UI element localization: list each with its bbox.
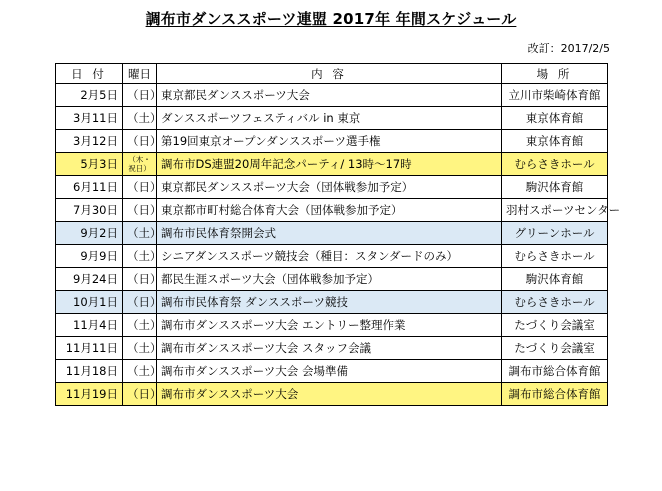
event-day-of-week: （日） [123,383,157,406]
table-row-highlighted [56,291,608,314]
event-day-of-week: （日） [123,130,157,153]
event-date: 9月24日 [56,268,123,291]
event-date: 9月9日 [56,245,123,268]
event-date: 9月2日 [56,222,123,245]
table-row [56,360,608,383]
table-row [56,337,608,360]
event-day-of-week: （土） [123,360,157,383]
event-content: 都民生涯スポーツ大会（団体戦参加予定） [157,268,502,291]
table-row [56,199,608,222]
event-place: 駒沢体育館 [502,176,608,199]
event-place: 立川市柴崎体育館 [502,84,608,107]
event-content: シニアダンススポーツ競技会（種目：スタンダードのみ） [157,245,502,268]
event-content: 東京都市町村総合体育大会（団体戦参加予定） [157,199,502,222]
event-date: 11月18日 [56,360,123,383]
table-row [56,245,608,268]
page-title: 調布市ダンススポーツ連盟 2017年 年間スケジュール [145,10,517,28]
event-content: 調布市ダンススポーツ大会 会場準備 [157,360,502,383]
event-content: 第19回東京オープンダンススポーツ選手権 [157,130,502,153]
event-date: 5月3日 [56,153,123,176]
event-day-of-week: （木・祝日） [123,153,157,176]
event-day-of-week: （日） [123,84,157,107]
event-place: たづくり会議室 [502,314,608,337]
event-day-of-week: （日） [123,176,157,199]
event-content: 東京都民ダンススポーツ大会 [157,84,502,107]
event-day-of-week: （土） [123,245,157,268]
column-header-content: 内 容 [157,64,502,84]
event-date: 6月11日 [56,176,123,199]
event-day-of-week: （土） [123,337,157,360]
event-place: むらさきホール [502,245,608,268]
event-day-of-week: （日） [123,291,157,314]
event-place: 駒沢体育館 [502,268,608,291]
event-place: 羽村スポーツセンター [502,199,608,222]
schedule-table [55,63,621,406]
event-date: 11月4日 [56,314,123,337]
event-content: 調布市ダンススポーツ大会 スタッフ会議 [157,337,502,360]
column-header-place: 場 所 [502,64,608,84]
event-day-of-week: （日） [123,268,157,291]
event-place: 東京体育館 [502,107,608,130]
event-place: むらさきホール [502,153,608,176]
table-row-highlighted [56,153,608,176]
event-day-of-week: （土） [123,107,157,130]
event-content: 調布市DS連盟20周年記念パーティ/ 13時～17時 [157,153,502,176]
event-day-of-week: （日） [123,199,157,222]
table-row [56,84,608,107]
event-place: 東京体育館 [502,130,608,153]
event-content: 調布市ダンススポーツ大会 [157,383,502,406]
event-place: グリーンホール [502,222,608,245]
event-day-of-week: （土） [123,314,157,337]
event-date: 3月11日 [56,107,123,130]
table-row [56,314,608,337]
event-place: 調布市総合体育館 [502,383,608,406]
event-place: むらさきホール [502,291,608,314]
event-content: 調布市民体育祭 ダンススポーツ競技 [157,291,502,314]
revision-date: 改訂：2017/2/5 [527,42,610,55]
event-content: 東京都民ダンススポーツ大会（団体戦参加予定） [157,176,502,199]
event-date: 3月12日 [56,130,123,153]
table-row-highlighted [56,383,608,406]
table-row [56,130,608,153]
event-date: 10月1日 [56,291,123,314]
column-header-dow: 曜日 [123,64,157,84]
event-place: たづくり会議室 [502,337,608,360]
column-header-date: 日 付 [56,64,123,84]
table-row [56,176,608,199]
event-date: 7月30日 [56,199,123,222]
event-date: 2月5日 [56,84,123,107]
event-date: 11月19日 [56,383,123,406]
event-content: 調布市ダンススポーツ大会 エントリー整理作業 [157,314,502,337]
table-row-highlighted [56,222,608,245]
table-header-row [56,64,608,84]
event-content: ダンススポーツフェスティバル in 東京 [157,107,502,130]
event-content: 調布市民体育祭開会式 [157,222,502,245]
event-date: 11月11日 [56,337,123,360]
table-row [56,107,608,130]
event-day-of-week: （土） [123,222,157,245]
table-row [56,268,608,291]
event-place: 調布市総合体育館 [502,360,608,383]
